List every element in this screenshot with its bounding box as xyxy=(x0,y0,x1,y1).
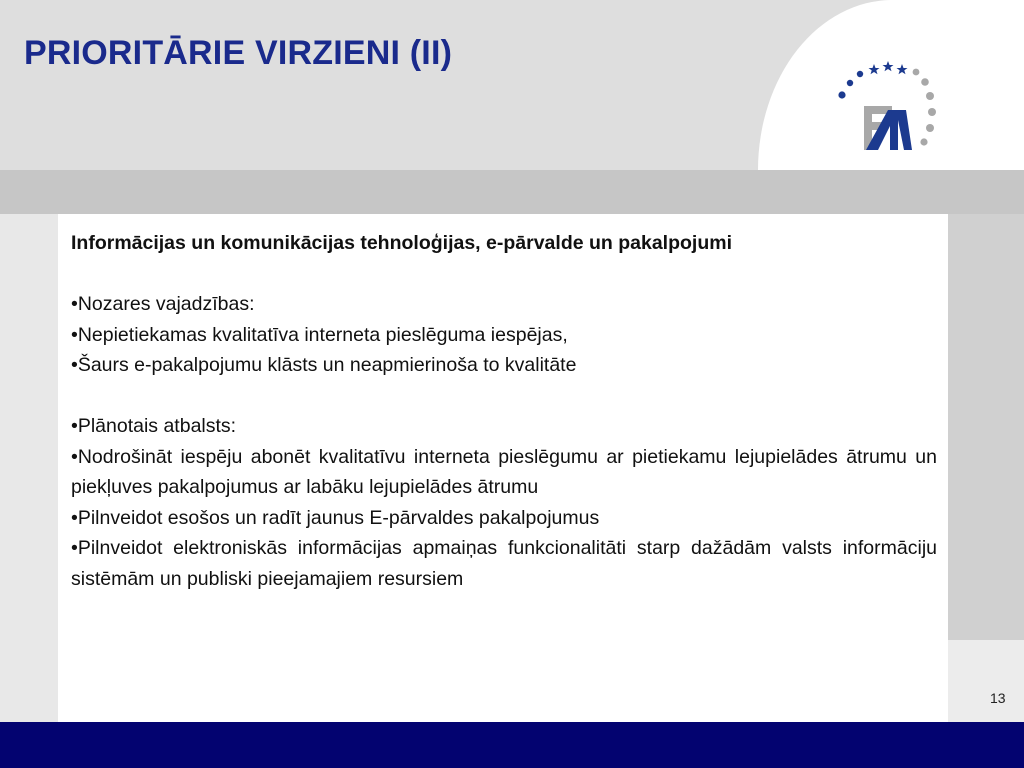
needs-item: •Šaurs e-pakalpojumu klāsts un neapmierinoša to kvalitāte xyxy=(71,354,577,376)
logo-dot xyxy=(928,108,936,116)
slide-title: PRIORITĀRIE VIRZIENI (II) xyxy=(24,34,453,72)
logo-star xyxy=(883,61,894,71)
right-strip-lower xyxy=(948,640,1024,722)
support-item: •Nodrošināt iespēju abonēt kvalitatīvu interneta pieslēgumu ar pietiekamu lejupielādes ātrumu un piekļuves pakalpojumus ar labāku lejupielādes ātrumu xyxy=(71,445,937,498)
logo-dot xyxy=(847,80,853,86)
logo-star xyxy=(869,64,880,74)
logo-star xyxy=(897,64,908,74)
fm-logo-icon xyxy=(826,56,946,166)
needs-item: •Nepietiekamas kvalitatīva interneta pieslēguma iespējas, xyxy=(71,323,568,346)
logo-dot xyxy=(920,138,927,145)
page-number: 13 xyxy=(990,690,1006,706)
logo-dot xyxy=(926,124,934,132)
spacer xyxy=(71,259,937,290)
logo-dot xyxy=(926,92,934,100)
support-label: •Plānotais atbalsts: xyxy=(71,415,237,437)
needs-label: •Nozares vajadzības: xyxy=(71,293,255,315)
support-item: •Pilnveidot elektroniskās informācijas apmaiņas funkcionalitāti starp dažādām valsts informāciju sistēmām un publiski pieejamajiem resursiem xyxy=(71,537,937,590)
logo-dot xyxy=(913,69,920,76)
content-heading: Informācijas un komunikācijas tehnoloģijas, e-pārvalde un pakalpojumi xyxy=(71,232,733,254)
spacer xyxy=(71,381,937,412)
logo-m-right xyxy=(896,110,912,150)
logo-dot xyxy=(838,91,845,98)
logo-dot xyxy=(921,78,929,86)
gray-band xyxy=(0,170,1024,214)
support-item: •Pilnveidot esošos un radīt jaunus E-pārvaldes pakalpojumus xyxy=(71,506,600,529)
logo-dot xyxy=(857,71,863,77)
footer-bar xyxy=(0,722,1024,768)
right-strip xyxy=(948,214,1024,640)
slide-content xyxy=(71,228,937,594)
